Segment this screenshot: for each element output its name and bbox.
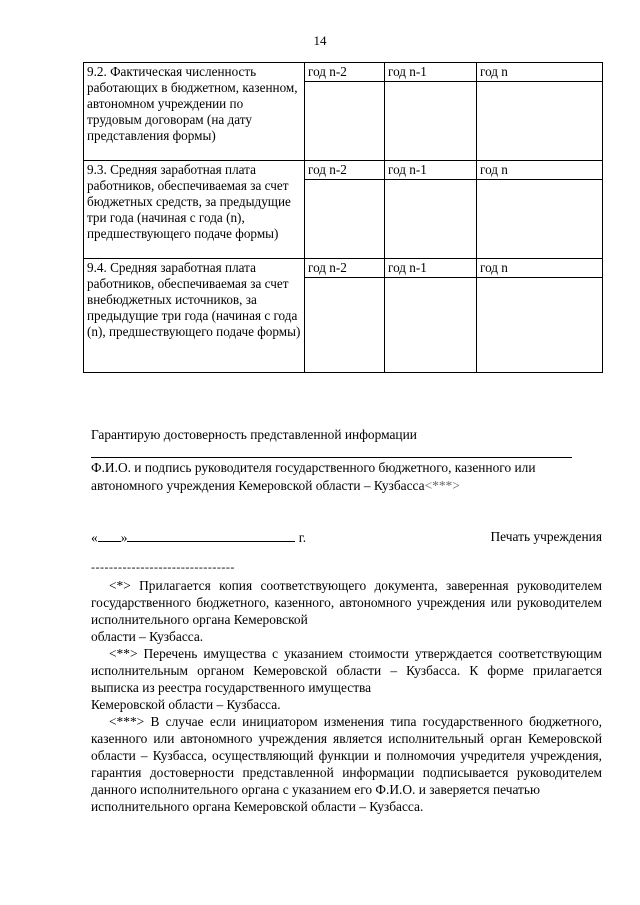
year-header-n-2: год n-2 xyxy=(305,161,385,180)
seal-label: Печать учреждения xyxy=(490,529,602,544)
year-header-n: год n xyxy=(477,63,603,82)
year-header-n-1: год n-1 xyxy=(385,259,477,278)
footnote-2: <**> Перечень имущества с указанием стоимости утверждается соответствующим исполнительным органом Кемеровской области – Кузбасса. К форме прилагается выписка из реестра государственного имущества Кемеровской области – Кузбасса. xyxy=(91,646,602,712)
year-header-n-1: год n-1 xyxy=(385,161,477,180)
date-year-suffix: г. xyxy=(298,530,307,545)
value-cell[interactable] xyxy=(385,82,477,161)
value-cell[interactable] xyxy=(305,278,385,373)
date-quote-close: » xyxy=(120,530,128,545)
year-header-n: год n xyxy=(477,259,603,278)
footnote-3: <***> В случае если инициатором изменения типа государственного бюджетного, казенного или автономного учреждения является исполнительный орган Кемеровской области – Кузбасса, осуществляющий функции и полномочия учредителя учреждения, гарантия достоверности представленной информации подписывается руководителем данного исполнительного органа с указанием его Ф.И.О. и заверяется печатью исполнительного органа Кемеровской области – Кузбасса. xyxy=(91,714,602,814)
year-header-n-2: год n-2 xyxy=(305,259,385,278)
staff-salary-table xyxy=(83,62,603,373)
row-label-9-4: 9.4. Средняя заработная плата работников, обеспечиваемая за счет внебюджетных источников, за предыдущие три года (начиная с года (n), предшествующего подаче формы) xyxy=(84,259,305,373)
value-cell[interactable] xyxy=(305,180,385,259)
footnotes xyxy=(91,577,602,815)
signature-caption-line2: автономного учреждения Кемеровской области – Кузбасса xyxy=(91,478,425,493)
row-label-9-3: 9.3. Средняя заработная плата работников, обеспечиваемая за счет бюджетных средств, за предыдущие три года (начиная с года (n), предшествующего подаче формы) xyxy=(84,161,305,259)
year-header-n-2: год n-2 xyxy=(305,63,385,82)
value-cell[interactable] xyxy=(477,82,603,161)
date-field xyxy=(91,529,306,546)
page-number: 14 xyxy=(313,33,327,48)
footnote-1: <*> Прилагается копия соответствующего документа, заверенная руководителем государственного бюджетного, казенного, автономного учреждения или руководителем исполнительного органа Кемеровской области – Кузбасса. xyxy=(91,578,602,644)
day-blank[interactable] xyxy=(98,529,121,542)
row-label-9-2: 9.2. Фактическая численность работающих в бюджетном, казенном, автономном учреждении по трудовым договорам (на дату представления формы) xyxy=(84,63,305,161)
signature-caption xyxy=(91,459,602,495)
signature-caption-line1: Ф.И.О. и подпись руководителя государственного бюджетного, казенного или xyxy=(91,460,536,475)
table-row xyxy=(84,259,603,278)
value-cell[interactable] xyxy=(477,278,603,373)
value-cell[interactable] xyxy=(305,82,385,161)
guarantee-statement: Гарантирую достоверность представленной информации xyxy=(91,427,417,442)
value-cell[interactable] xyxy=(385,180,477,259)
month-year-blank[interactable] xyxy=(127,529,295,542)
value-cell[interactable] xyxy=(385,278,477,373)
year-header-n-1: год n-1 xyxy=(385,63,477,82)
footnote-separator: -------------------------------- xyxy=(91,560,235,574)
table-row xyxy=(84,161,603,180)
footnote-ref: <***> xyxy=(424,478,460,493)
date-quote-open: « xyxy=(91,530,98,545)
table-row xyxy=(84,63,603,82)
signature-line[interactable] xyxy=(91,457,572,458)
year-header-n: год n xyxy=(477,161,603,180)
value-cell[interactable] xyxy=(477,180,603,259)
